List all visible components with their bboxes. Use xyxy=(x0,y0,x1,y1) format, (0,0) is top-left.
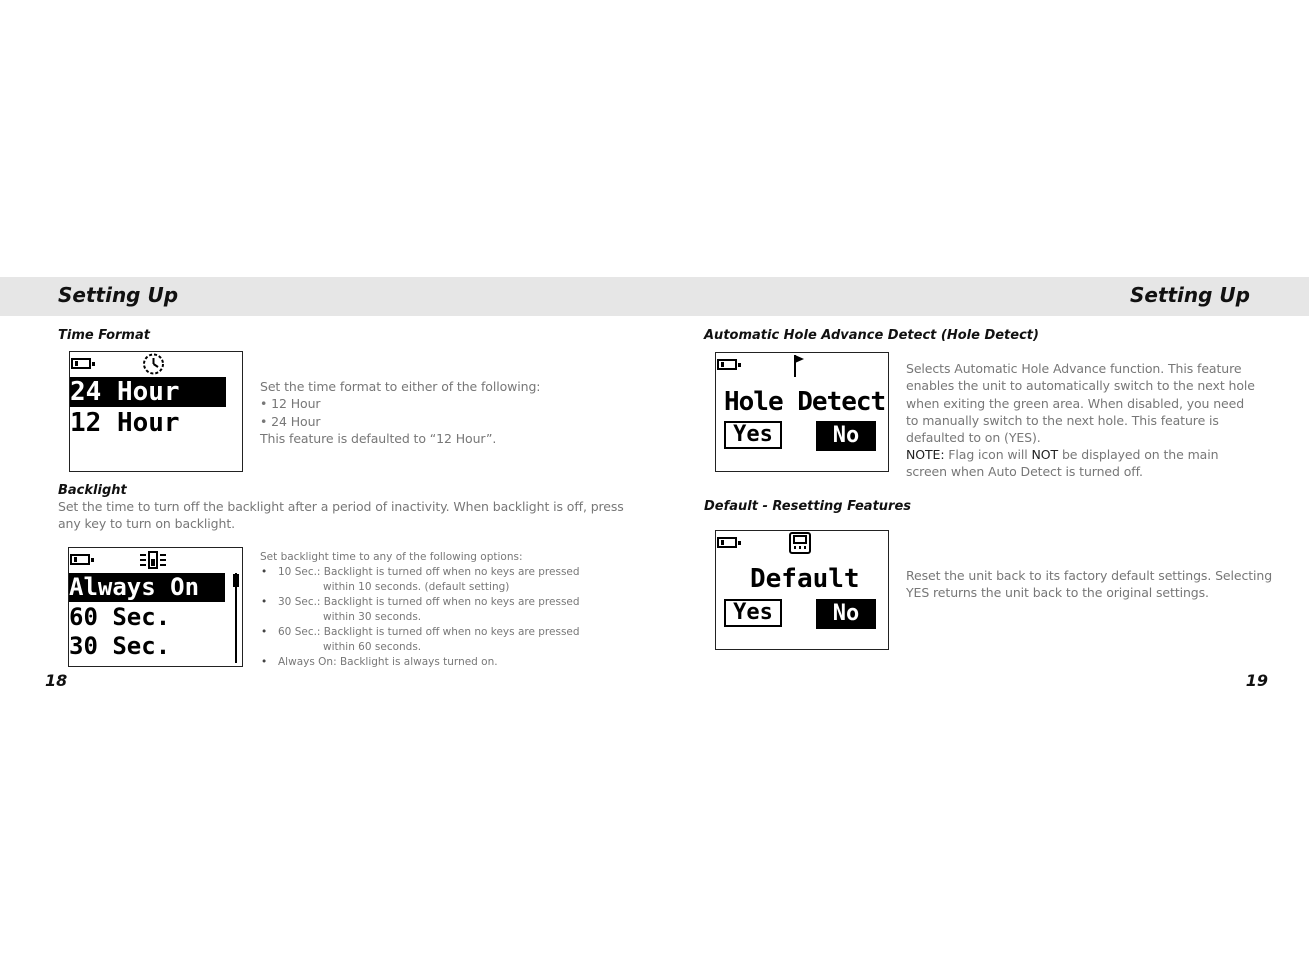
battery-icon xyxy=(717,359,737,370)
flag-icon xyxy=(792,354,806,378)
no-option: No xyxy=(816,599,876,629)
yes-option: Yes xyxy=(724,599,782,627)
page-number-right: 19 xyxy=(1245,671,1268,690)
battery-icon xyxy=(717,537,737,548)
default-reset-title: Default - Resetting Features xyxy=(704,499,912,514)
backlight-options-intro: Set backlight time to any of the following options: xyxy=(260,551,523,563)
scrollbar-thumb xyxy=(233,574,239,587)
default-label: Default xyxy=(750,564,860,594)
page-title-left: Setting Up xyxy=(58,283,179,307)
time-format-option-24: • 24 Hour xyxy=(260,414,321,429)
backlight-title: Backlight xyxy=(58,483,127,498)
backlight-description-line1: Set the time to turn off the backlight after a period of inactivity. When backlight is off, press xyxy=(58,499,624,514)
time-format-title: Time Format xyxy=(58,328,150,343)
hole-detect-screen xyxy=(715,352,889,472)
default-reset-description-line2: YES returns the unit back to the original settings. xyxy=(906,585,1209,600)
backlight-description-line2: any key to turn on backlight. xyxy=(58,516,235,531)
list-item: • 30 Sec.: Backlight is turned off when no keys are pressed within 30 seconds. xyxy=(260,595,620,625)
page-title-right: Setting Up xyxy=(1129,283,1250,307)
header-band xyxy=(0,277,1309,316)
clock-icon xyxy=(140,353,167,375)
menu-option-24-hour: 24 Hour xyxy=(70,377,226,407)
battery-icon xyxy=(71,358,91,369)
yes-option: Yes xyxy=(724,421,782,449)
time-format-screen xyxy=(69,351,243,472)
menu-option-always-on: Always On xyxy=(69,573,225,602)
battery-icon xyxy=(70,554,90,565)
backlight-options-list xyxy=(260,565,620,670)
time-format-option-12: • 12 Hour xyxy=(260,396,321,411)
device-icon xyxy=(788,532,812,554)
menu-option-12-hour: 12 Hour xyxy=(70,408,180,438)
list-item: • Always On: Backlight is always turned on. xyxy=(260,655,620,670)
menu-option-30-sec: 30 Sec. xyxy=(69,632,171,660)
hole-detect-label: Hole Detect xyxy=(724,387,886,417)
default-reset-screen xyxy=(715,530,889,650)
list-item: • 10 Sec.: Backlight is turned off when no keys are pressed within 10 seconds. (default setting) xyxy=(260,565,620,595)
default-reset-description-line1: Reset the unit back to its factory default settings. Selecting xyxy=(906,568,1273,583)
page-number-left: 18 xyxy=(45,671,68,690)
hole-detect-title: Automatic Hole Advance Detect (Hole Detect) xyxy=(704,328,1039,343)
time-format-default-note: This feature is defaulted to “12 Hour”. xyxy=(260,431,497,446)
hole-detect-note: NOTE: Flag icon will NOT be displayed on the main xyxy=(906,447,1219,462)
no-option: No xyxy=(816,421,876,451)
backlight-screen xyxy=(68,547,243,667)
backlight-icon xyxy=(139,550,167,570)
time-format-intro: Set the time format to either of the following: xyxy=(260,379,541,394)
menu-option-60-sec: 60 Sec. xyxy=(69,603,171,631)
list-item: • 60 Sec.: Backlight is turned off when no keys are pressed within 60 seconds. xyxy=(260,625,620,655)
